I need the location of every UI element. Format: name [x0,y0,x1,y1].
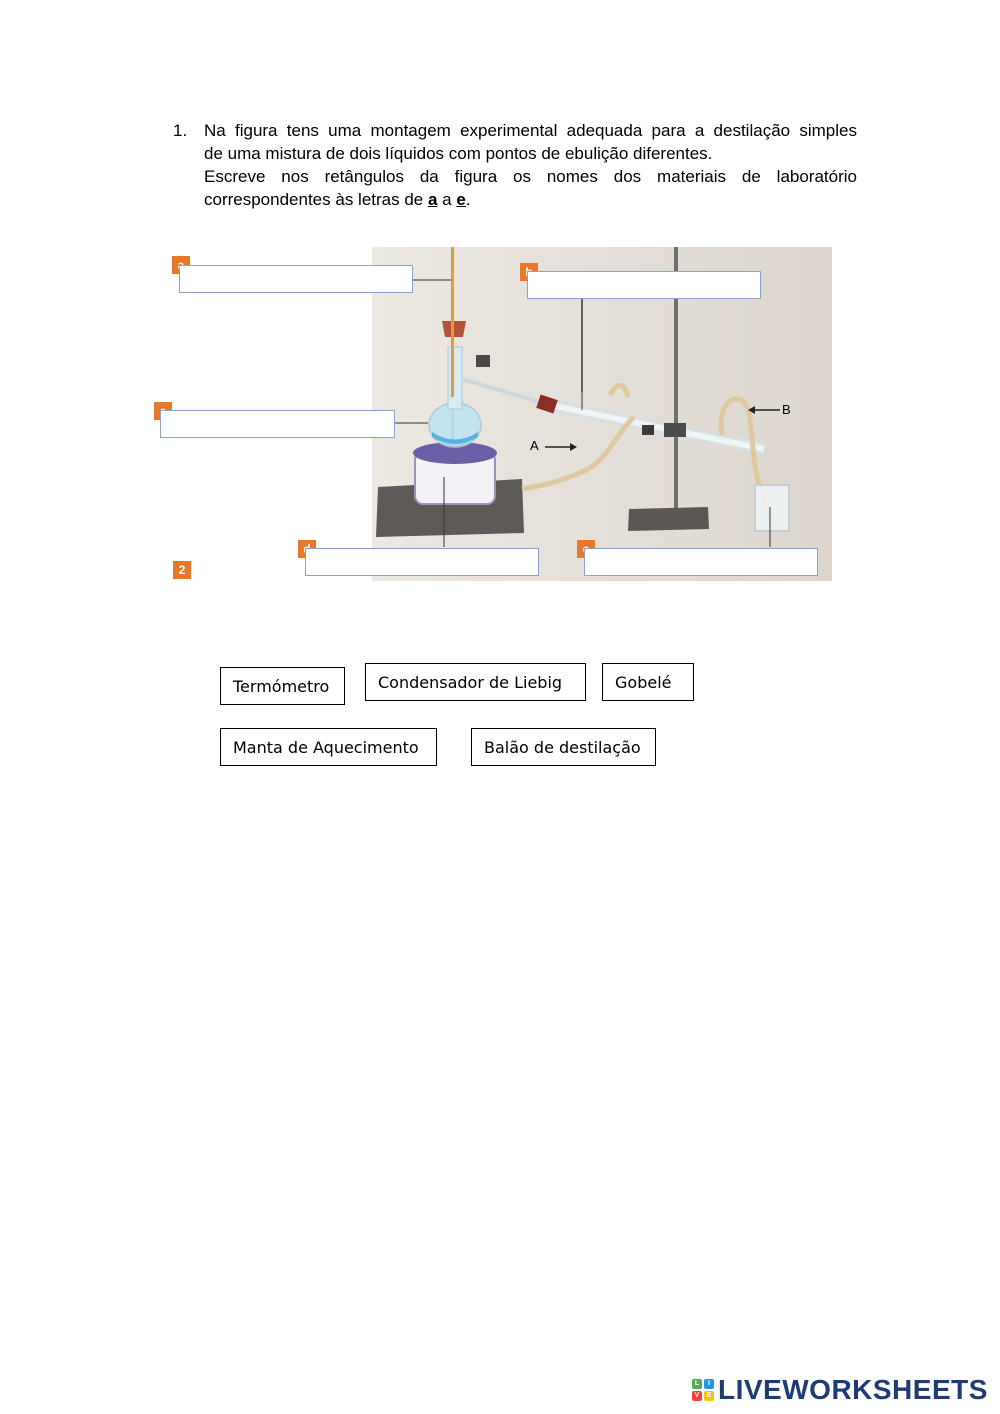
line4-text: correspondentes às letras de [204,190,428,209]
question-number: 1. [173,121,188,140]
arrow-label-b: B [782,402,791,417]
answer-input-b[interactable] [528,272,760,298]
word-manta[interactable]: Manta de Aquecimento [220,728,437,766]
logo-grid-i: I [704,1379,714,1389]
page-marker: 2 [173,561,191,579]
answer-input-c[interactable] [585,549,817,575]
answer-input-e[interactable] [161,411,394,437]
letter-e-emphasis: e [456,190,466,209]
question-line-3: Escreve nos retângulos da figura os nomes dos materiais de laboratório [204,167,857,186]
word-balao[interactable]: Balão de destilação [471,728,656,766]
brand-text: LIVEWORKSHEETS [718,1374,988,1405]
answer-box-a[interactable] [179,265,413,293]
word-gobele[interactable]: Gobelé [602,663,694,701]
logo-grid-e: E [704,1391,714,1401]
answer-box-d[interactable] [305,548,539,576]
question-line-2: de uma mistura de dois líquidos com pontos de ebulição diferentes. [204,144,713,163]
word-condensador[interactable]: Condensador de Liebig [365,663,586,701]
line4-mid-text: a [437,190,457,209]
answer-box-b[interactable] [527,271,761,299]
answer-box-c[interactable] [584,548,818,576]
logo-grid-icon [692,1379,714,1401]
logo-grid-l: L [692,1379,702,1389]
arrow-label-a: A [530,438,539,453]
answer-input-d[interactable] [306,549,538,575]
letter-a-emphasis: a [427,190,438,209]
liveworksheets-logo [692,1376,988,1404]
leader-lines [0,0,1000,620]
answer-input-a[interactable] [180,266,412,292]
word-termometro[interactable]: Termómetro [220,667,345,705]
question-line-1: Na figura tens uma montagem experimental adequada para a destilação simples [204,121,857,140]
line4-end-text: . [465,190,471,209]
answer-box-e[interactable] [160,410,395,438]
logo-grid-v: V [692,1391,702,1401]
